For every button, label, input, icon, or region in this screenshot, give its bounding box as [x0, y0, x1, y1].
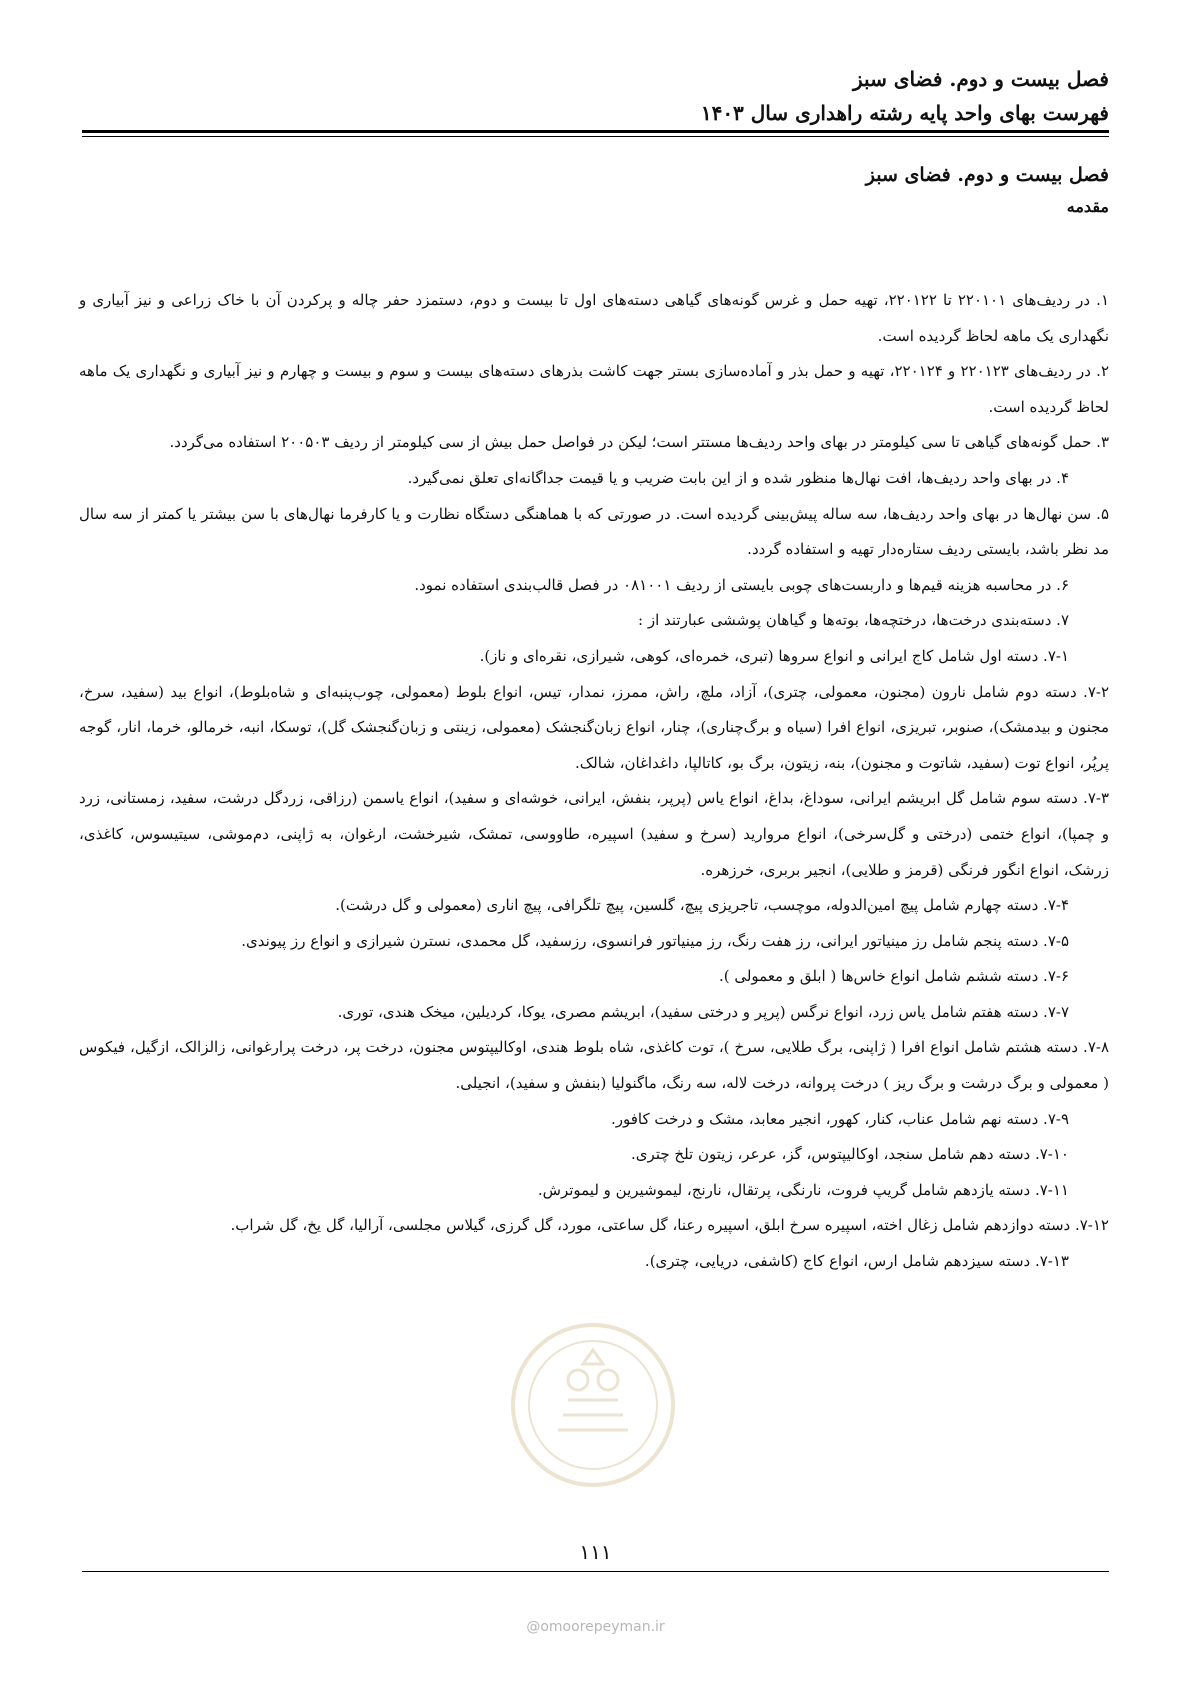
list-item-7-8: ۷-۸. دسته هشتم شامل انواع افرا ( ژاپنی، برگ طلایی، سرخ )، توت کاغذی، شاه بلوط هندی، اوکالیپتوس مجنون، درخت پر، درخت پرارغوانی، زالزالک، ازگیل، فیکوس ( معمولی و برگ درشت و برگ ریز ) درخت پروانه، درخت لاله، سه رنگ، ماگنولیا (بنفش و سفید)، انجیلی. — [79, 1038, 1109, 1093]
list-item-7-7: ۷-۷. دسته هفتم شامل یاس زرد، انواع نرگس (پرپر و درختی سفید)، ابریشم مصری، یوکا، کردیلین، میخک هندی، توری. — [337, 1002, 1069, 1021]
paragraph-5: ۵. سن نهال‌ها در بهای واحد ردیف‌ها، سه ساله پیش‌بینی گردیده است. در صورتی که با هماهنگی دستگاه نظارت و یا کارفرما نهال‌های با سن بیشتر یا کمتر از سه سال مد نظر باشد، بایستی ردیف ستاره‌دار تهیه و استفاده گردد. — [79, 504, 1109, 559]
list-item-7-6: ۷-۶. دسته ششم شامل انواع خاس‌ها ( ابلق و معمولی ). — [718, 967, 1069, 986]
list-item-7-2: ۷-۲. دسته دوم شامل نارون (مجنون، معمولی، چتری)، آزاد، ملچ، راش، ممرز، نمدار، تیس، انواع بلوط (معمولی، چوب‌پنبه‌ای و شاه‌بلوط)، انواع بید (سفید، سرخ، مجنون و بیدمشک)، صنوبر، تبریزی، انواع افرا (سیاه و برگ‌چناری)، چنار، انواع زبان‌گنجشک (معمولی، زینتی و زبان‌گنجشک گل)، توسکا، انبه، خرمالو، خرما، انار، گوجه پرپُر، انواع توت (سفید، شاتوت و مجنون)، بنه، زیتون، برگ بو، کاتالپا، داغداغان، شالک. — [79, 682, 1109, 772]
footer-credit: @omoorepeyman.ir — [526, 1619, 665, 1635]
section-title: مقدمه — [1066, 197, 1109, 216]
page-number: ۱۱۱ — [579, 1540, 612, 1564]
watermark-seal-logo — [508, 1320, 678, 1490]
list-item-7-4: ۷-۴. دسته چهارم شامل پیچ امین‌الدوله، موچسب، تاجریزی پیچ، گلسین، پیچ تلگرافی، پیچ اناری (معمولی و گل درشت). — [335, 896, 1069, 915]
list-item-7-9: ۷-۹. دسته نهم شامل عناب، کنار، کهور، انجیر معابد، مشک و درخت کافور. — [610, 1109, 1069, 1128]
paragraph-3: ۳. حمل گونه‌های گیاهی تا سی کیلومتر در بهای واحد ردیف‌ها مستتر است؛ لیکن در فواصل حمل بیش از سی کیلومتر از ردیف ۲۰۰۵۰۳ استفاده می‌گردد. — [169, 433, 1109, 452]
paragraph-2: ۲. در ردیف‌های ۲۲۰۱۲۳ و ۲۲۰۱۲۴، تهیه و حمل بذر و آماده‌سازی بستر جهت کاشت بذرهای دسته‌های بیست و سوم و بیست و چهارم و نیز آبیاری و نگهداری یک ماهه لحاظ گردیده است. — [79, 362, 1110, 416]
header-rule-thin — [82, 136, 1109, 137]
list-item-7-11: ۷-۱۱. دسته یازدهم شامل گریپ فروت، نارنگی، پرتقال، نارنج، لیموشیرین و لیموترش. — [537, 1180, 1069, 1199]
list-item-7-3: ۷-۳. دسته سوم شامل گل ابریشم ایرانی، سوداغ، بداغ، انواع یاس (پرپر، بنفش، ایرانی، خوشه‌ای و سفید)، انواع یاسمن (رزاقی، زردگل درشت، سفید، زمستانی، زرد و چمپا)، انواع ختمی (درختی و گل‌سرخی)، انواع مروارید (سرخ و سفید) اسپیره، طاووسی، تمشک، شیرخشت، ارغوان، به ژاپنی، دم‌موشی، سیتیسوس، کاغذی، زرشک، انواع انگور فرنگی (قرمز و طلایی)، انجیر بربری، خرزهره. — [79, 789, 1109, 879]
paragraph-7: ۷. دسته‌بندی درخت‌ها، درختچه‌ها، بوته‌ها و گیاهان پوششی عبارتند از : — [638, 611, 1069, 630]
list-item-7-13: ۷-۱۳. دسته سیزدهم شامل ارس، انواع کاج (کاشفی، دریایی، چتری). — [644, 1252, 1069, 1271]
list-item-7-12: ۷-۱۲. دسته دوازدهم شامل زغال اخته، اسپیره سرخ ابلق، اسپیره رعنا، گل ساعتی، مورد، گل گرزی، گیلاس مجلسی، آرالیا، گل یخ، گل شراب. — [230, 1216, 1109, 1235]
list-item-7-10: ۷-۱۰. دسته دهم شامل سنجد، اوکالیپتوس، گز، عرعر، زیتون تلخ چتری. — [631, 1145, 1069, 1164]
paragraph-4: ۴. در بهای واحد ردیف‌ها، افت نهال‌ها منظور شده و از این بابت ضریب و یا قیمت جداگانه‌ای تعلق نمی‌گیرد. — [407, 468, 1069, 487]
body-text — [79, 283, 1109, 1280]
header-rule-thick — [82, 130, 1109, 133]
running-header — [79, 62, 1109, 130]
list-item-7-5: ۷-۵. دسته پنجم شامل رز مینیاتور ایرانی، رز هفت رنگ، رز مینیاتور فرانسوی، رزسفید، گل محمدی، نسترن شیرازی و انواع رز پیوندی. — [241, 931, 1069, 950]
footer-rule — [82, 1571, 1109, 1572]
chapter-title: فصل بیست و دوم. فضای سبز — [865, 164, 1109, 186]
paragraph-6: ۶. در محاسبه هزینه قیم‌ها و داربست‌های چوبی بایستی از ردیف ۰۸۱۰۰۱ در فصل قالب‌بندی استفاده نمود. — [414, 575, 1069, 594]
header-chapter-line: فصل بیست و دوم. فضای سبز — [853, 67, 1109, 91]
list-item-7-1: ۷-۱. دسته اول شامل کاج ایرانی و انواع سروها (تبری، خمره‌ای، کوهی، شیرازی، نقره‌ای و ناز). — [479, 646, 1069, 665]
paragraph-1: ۱. در ردیف‌های ۲۲۰۱۰۱ تا ۲۲۰۱۲۲، تهیه حمل و غرس گونه‌های گیاهی دسته‌های اول تا بیست و دوم، دستمزد حفر چاله و پرکردن آن با خاک زراعی و نیز آبیاری و نگهداری یک ماهه لحاظ گردیده است. — [79, 291, 1110, 345]
header-document-line: فهرست بهای واحد پایه رشته راهداری سال ۱۴۰۳ — [700, 101, 1109, 125]
